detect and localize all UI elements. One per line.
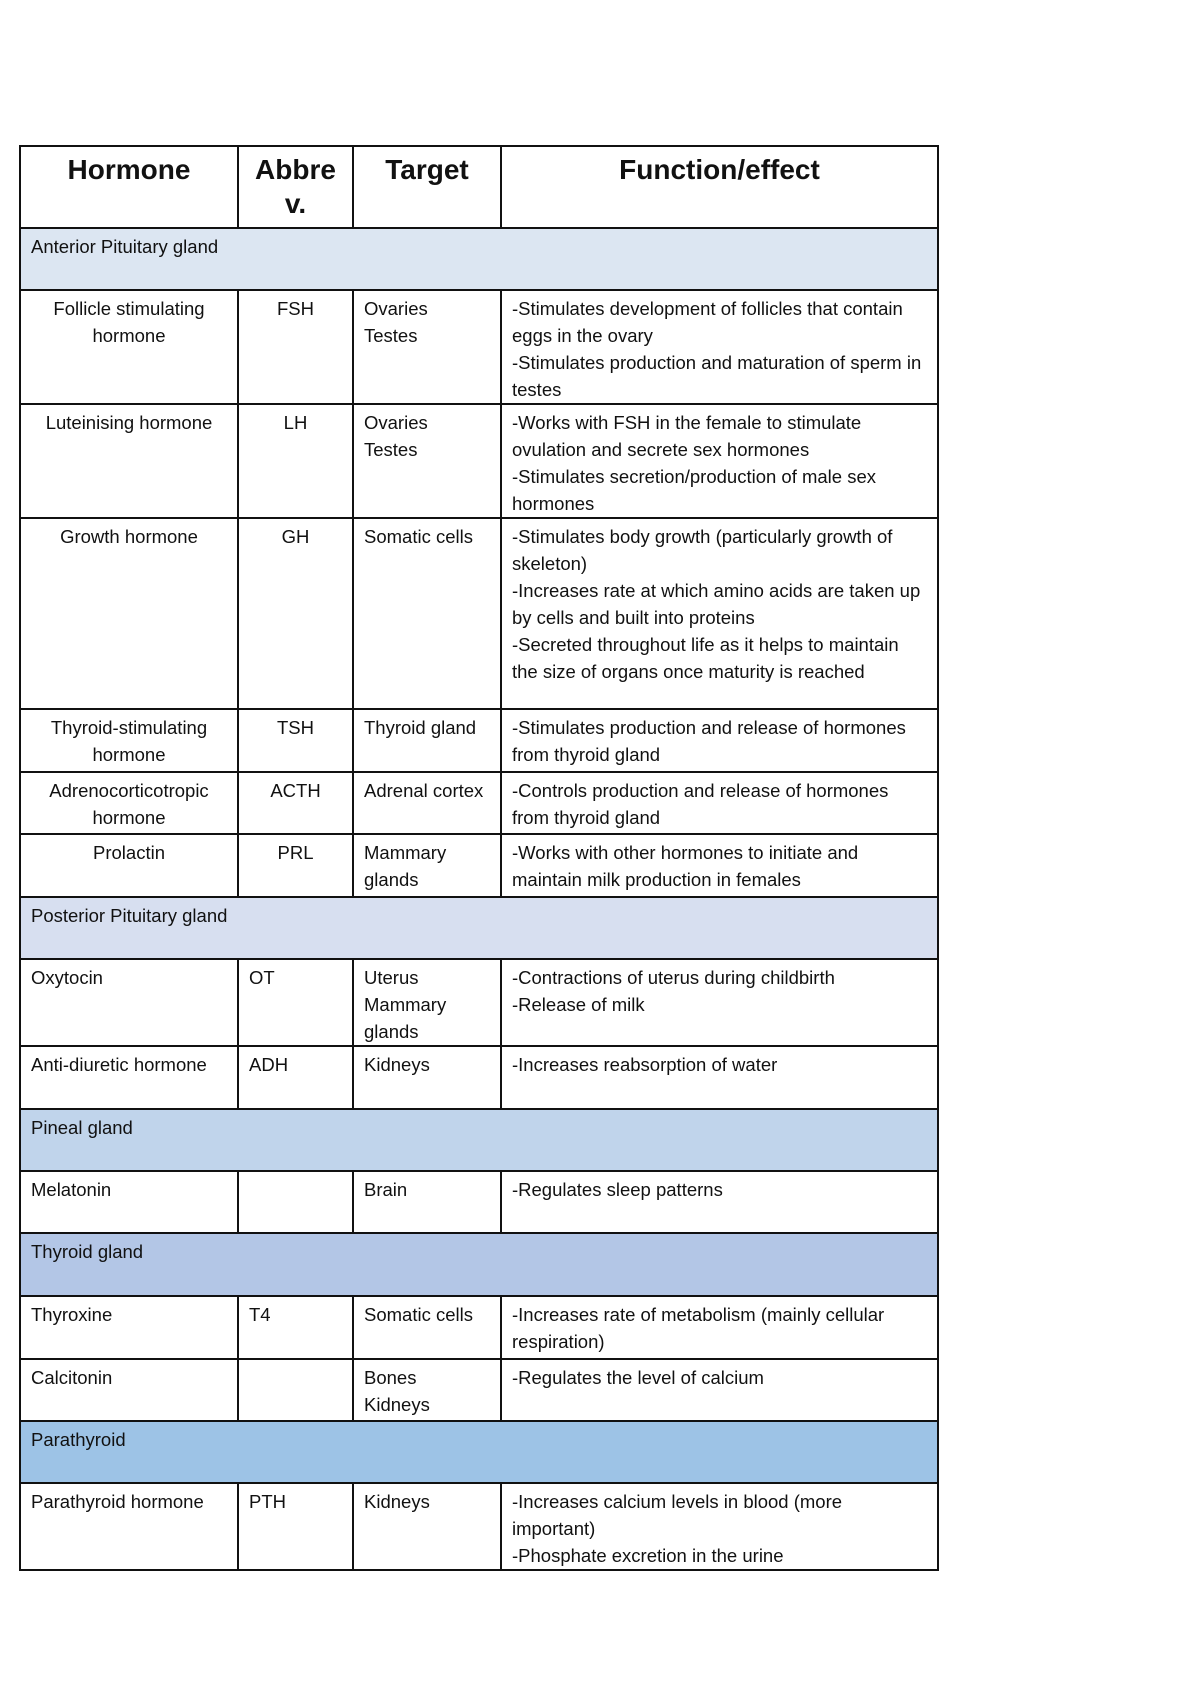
function-cell: [501, 772, 938, 834]
function-line: -Stimulates secretion/production of male sex hormones: [512, 466, 877, 514]
table-row: [20, 1171, 938, 1233]
table-row: [20, 709, 938, 772]
function-cell: [501, 290, 938, 404]
abbreviation-cell: ADH: [238, 1046, 353, 1109]
target-cell: [353, 290, 501, 404]
hormone-name-cell: Oxytocin: [20, 959, 238, 1046]
table-row: [20, 834, 938, 897]
hormone-name-cell: Thyroxine: [20, 1296, 238, 1359]
target-cell: [353, 709, 501, 772]
section-posterior: [20, 897, 938, 959]
abbreviation-cell: ACTH: [238, 772, 353, 834]
section-label: Parathyroid: [20, 1421, 938, 1483]
function-line: -Stimulates production and maturation of sperm in testes: [512, 352, 922, 400]
function-line: -Release of milk: [512, 994, 645, 1015]
function-cell: [501, 404, 938, 518]
target-line: Testes: [364, 325, 418, 346]
function-cell: [501, 1483, 938, 1570]
function-line: -Stimulates production and release of hormones from thyroid gland: [512, 717, 906, 765]
target-line: Brain: [364, 1179, 408, 1200]
abbreviation-cell: T4: [238, 1296, 353, 1359]
hormone-name-cell: Thyroid-stimulating hormone: [20, 709, 238, 772]
abbreviation-cell: GH: [238, 518, 353, 709]
function-line: -Stimulates development of follicles that contain eggs in the ovary: [512, 298, 903, 346]
function-cell: [501, 1296, 938, 1359]
target-line: Testes: [364, 439, 418, 460]
hormone-name-cell: Parathyroid hormone: [20, 1483, 238, 1570]
abbreviation-cell: FSH: [238, 290, 353, 404]
section-thyroid: [20, 1233, 938, 1296]
abbreviation-cell: OT: [238, 959, 353, 1046]
table-row: [20, 1046, 938, 1109]
hormone-name-cell: Prolactin: [20, 834, 238, 897]
function-line: -Regulates the level of calcium: [512, 1367, 764, 1388]
table-row: [20, 1296, 938, 1359]
target-line: Mammary glands: [364, 842, 447, 890]
table-row: [20, 290, 938, 404]
table-row: [20, 1483, 938, 1570]
table-row: [20, 404, 938, 518]
function-line: -Contractions of uterus during childbirth: [512, 967, 835, 988]
target-cell: [353, 834, 501, 897]
function-line: -Increases rate at which amino acids are taken up by cells and built into proteins: [512, 580, 921, 628]
hormone-name-cell: Calcitonin: [20, 1359, 238, 1421]
target-line: Thyroid gland: [364, 717, 477, 738]
function-cell: [501, 959, 938, 1046]
function-cell: [501, 834, 938, 897]
header-abbreviation: Abbre v.: [238, 146, 353, 228]
abbreviation-cell: LH: [238, 404, 353, 518]
section-pineal: [20, 1109, 938, 1171]
target-line: Bones: [364, 1367, 417, 1388]
header-target: Target: [353, 146, 501, 228]
function-cell: [501, 1359, 938, 1421]
target-line: Uterus: [364, 967, 419, 988]
section-label: Pineal gland: [20, 1109, 938, 1171]
abbreviation-cell: [238, 1171, 353, 1233]
table-row: [20, 1359, 938, 1421]
section-label: Anterior Pituitary gland: [20, 228, 938, 290]
function-line: -Increases calcium levels in blood (more important): [512, 1491, 843, 1539]
target-cell: [353, 772, 501, 834]
hormone-name-cell: Follicle stimulating hormone: [20, 290, 238, 404]
function-line: -Increases reabsorption of water: [512, 1054, 778, 1075]
abbreviation-cell: [238, 1359, 353, 1421]
hormone-name-cell: Luteinising hormone: [20, 404, 238, 518]
section-parathyroid: [20, 1421, 938, 1483]
table-row: [20, 772, 938, 834]
function-cell: [501, 1046, 938, 1109]
hormone-table: [19, 145, 939, 1571]
target-cell: [353, 1171, 501, 1233]
abbreviation-cell: PRL: [238, 834, 353, 897]
hormone-name-cell: Anti-diuretic hormone: [20, 1046, 238, 1109]
function-line: -Stimulates body growth (particularly growth of skeleton): [512, 526, 893, 574]
table-row: [20, 959, 938, 1046]
target-line: Somatic cells: [364, 1304, 473, 1325]
target-line: Kidneys: [364, 1394, 430, 1415]
header-row: [20, 146, 938, 228]
target-line: Kidneys: [364, 1054, 430, 1075]
hormone-name-cell: Adrenocorticotropic hormone: [20, 772, 238, 834]
function-cell: [501, 518, 938, 709]
target-line: Kidneys: [364, 1491, 430, 1512]
hormone-name-cell: Melatonin: [20, 1171, 238, 1233]
target-cell: [353, 404, 501, 518]
target-line: Ovaries: [364, 412, 428, 433]
table-row: [20, 518, 938, 709]
abbreviation-cell: TSH: [238, 709, 353, 772]
target-line: Mammary glands: [364, 994, 447, 1042]
function-line: -Works with FSH in the female to stimulate ovulation and secrete sex hormones: [512, 412, 862, 460]
target-cell: [353, 1483, 501, 1570]
target-cell: [353, 518, 501, 709]
function-cell: [501, 709, 938, 772]
hormone-name-cell: Growth hormone: [20, 518, 238, 709]
target-line: Adrenal cortex: [364, 780, 484, 801]
function-line: -Increases rate of metabolism (mainly cellular respiration): [512, 1304, 885, 1352]
header-function: Function/effect: [501, 146, 938, 228]
section-label: Posterior Pituitary gland: [20, 897, 938, 959]
section-label: Thyroid gland: [20, 1233, 938, 1296]
abbreviation-cell: PTH: [238, 1483, 353, 1570]
target-line: Somatic cells: [364, 526, 473, 547]
function-line: -Regulates sleep patterns: [512, 1179, 723, 1200]
target-cell: [353, 959, 501, 1046]
function-line: -Phosphate excretion in the urine: [512, 1545, 784, 1566]
target-cell: [353, 1296, 501, 1359]
target-line: Ovaries: [364, 298, 428, 319]
header-hormone: Hormone: [20, 146, 238, 228]
target-cell: [353, 1359, 501, 1421]
function-cell: [501, 1171, 938, 1233]
function-line: -Works with other hormones to initiate and maintain milk production in females: [512, 842, 859, 890]
section-anterior: [20, 228, 938, 290]
target-cell: [353, 1046, 501, 1109]
function-line: -Secreted throughout life as it helps to maintain the size of organs once maturity is reached: [512, 634, 899, 682]
function-line: -Controls production and release of hormones from thyroid gland: [512, 780, 889, 828]
